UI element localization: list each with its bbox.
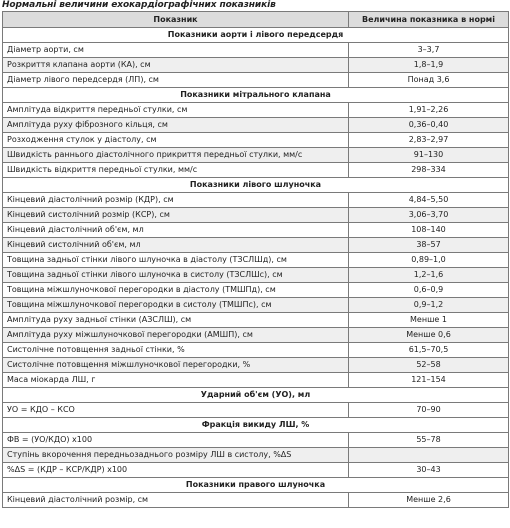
table-body: [3, 28, 509, 508]
indicator-name: Кінцевий діастолічний розмір, см: [3, 493, 349, 508]
indicator-name: УО = КДО – КСО: [3, 403, 349, 418]
table-row: [3, 193, 509, 208]
table-row: [3, 403, 509, 418]
indicator-name: Кінцевий систолічний розмір (КСР), см: [3, 208, 349, 223]
table-row: [3, 373, 509, 388]
table-row: [3, 148, 509, 163]
norm-value: 55–78: [349, 433, 509, 448]
norm-value: Менше 0,6: [349, 328, 509, 343]
norm-value: 0,36–0,40: [349, 118, 509, 133]
indicator-name: Амплітуда руху задньої стінки (АЗСЛШ), см: [3, 313, 349, 328]
header-indicator: Показник: [3, 12, 349, 28]
table-row: [3, 448, 509, 463]
table-row: [3, 343, 509, 358]
section-header-row: [3, 88, 509, 103]
norm-value: 70–90: [349, 403, 509, 418]
norm-value: 3–3,7: [349, 43, 509, 58]
norm-value: 4,84–5,50: [349, 193, 509, 208]
table-row: [3, 208, 509, 223]
indicator-name: Товщина задньої стінки лівого шлуночка в систолу (ТЗСЛШс), см: [3, 268, 349, 283]
indicator-name: Швидкість відкриття передньої стулки, мм/с: [3, 163, 349, 178]
norm-value: 3,06–3,70: [349, 208, 509, 223]
norm-value: Менше 2,6: [349, 493, 509, 508]
norm-value: Понад 3,6: [349, 73, 509, 88]
indicator-name: Кінцевий систолічний об'єм, мл: [3, 238, 349, 253]
indicator-name: Діаметр аорти, см: [3, 43, 349, 58]
norm-value: 38–57: [349, 238, 509, 253]
echo-norms-table: [2, 11, 509, 508]
table-row: [3, 298, 509, 313]
section-header-row: [3, 28, 509, 43]
indicator-name: %ΔS = (КДР – КСР/КДР) х100: [3, 463, 349, 478]
norm-value: [349, 448, 509, 463]
table-row: [3, 358, 509, 373]
table-row: [3, 103, 509, 118]
table-row: [3, 433, 509, 448]
indicator-name: Товщина міжшлуночкової перегородки в діастолу (ТМШПд), см: [3, 283, 349, 298]
indicator-name: Кінцевий діастолічний розмір (КДР), см: [3, 193, 349, 208]
table-header-row: [3, 12, 509, 28]
norm-value: 0,89–1,0: [349, 253, 509, 268]
section-header-row: [3, 388, 509, 403]
table-row: [3, 268, 509, 283]
table-caption: Нормальні величини ехокардіографічних показників: [2, 0, 276, 10]
indicator-name: Амплітуда відкриття передньої стулки, см: [3, 103, 349, 118]
indicator-name: Амплітуда руху фіброзного кільця, см: [3, 118, 349, 133]
indicator-name: Кінцевий діастолічний об'єм, мл: [3, 223, 349, 238]
norm-value: Менше 1: [349, 313, 509, 328]
table-row: [3, 163, 509, 178]
table-row: [3, 58, 509, 73]
section-header-row: [3, 418, 509, 433]
indicator-name: ФВ = (УО/КДО) х100: [3, 433, 349, 448]
table-row: [3, 463, 509, 478]
norm-value: 298–334: [349, 163, 509, 178]
header-norm-value: Величина показника в нормі: [349, 12, 509, 28]
norm-value: 30–43: [349, 463, 509, 478]
norm-value: 121–154: [349, 373, 509, 388]
indicator-name: Ступінь вкорочення передньозаднього розміру ЛШ в систолу, %ΔS: [3, 448, 349, 463]
table-row: [3, 313, 509, 328]
norm-value: 0,6–0,9: [349, 283, 509, 298]
section-title: Фракція викиду ЛШ, %: [3, 418, 509, 433]
table-row: [3, 223, 509, 238]
table-row: [3, 133, 509, 148]
table-row: [3, 253, 509, 268]
table-row: [3, 493, 509, 508]
indicator-name: Швидкість раннього діастолічного прикриття передньої стулки, мм/с: [3, 148, 349, 163]
norm-value: 1,91–2,26: [349, 103, 509, 118]
norm-value: 61,5–70,5: [349, 343, 509, 358]
norm-value: 108–140: [349, 223, 509, 238]
section-header-row: [3, 478, 509, 493]
indicator-name: Діаметр лівого передсердя (ЛП), см: [3, 73, 349, 88]
norm-value: 52–58: [349, 358, 509, 373]
section-title: Показники аорти і лівого передсердя: [3, 28, 509, 43]
norm-value: 1,8–1,9: [349, 58, 509, 73]
indicator-name: Амплітуда руху міжшлуночкової перегородки (АМШП), см: [3, 328, 349, 343]
indicator-name: Розкриття клапана аорти (КА), см: [3, 58, 349, 73]
indicator-name: Систолічне потовщення задньої стінки, %: [3, 343, 349, 358]
section-title: Показники лівого шлуночка: [3, 178, 509, 193]
norm-value: 91–130: [349, 148, 509, 163]
indicator-name: Маса міокарда ЛШ, г: [3, 373, 349, 388]
table-row: [3, 73, 509, 88]
norm-value: 0,9–1,2: [349, 298, 509, 313]
indicator-name: Розходження стулок у діастолу, см: [3, 133, 349, 148]
table-row: [3, 283, 509, 298]
section-title: Показники мітрального клапана: [3, 88, 509, 103]
table-row: [3, 328, 509, 343]
table-row: [3, 238, 509, 253]
norm-value: 1,2–1,6: [349, 268, 509, 283]
section-title: Показники правого шлуночка: [3, 478, 509, 493]
indicator-name: Товщина задньої стінки лівого шлуночка в діастолу (ТЗСЛШд), см: [3, 253, 349, 268]
indicator-name: Систолічне потовщення міжшлуночкової перегородки, %: [3, 358, 349, 373]
indicator-name: Товщина міжшлуночкової перегородки в систолу (ТМШПс), см: [3, 298, 349, 313]
section-header-row: [3, 178, 509, 193]
table-row: [3, 118, 509, 133]
section-title: Ударний об'єм (УО), мл: [3, 388, 509, 403]
norm-value: 2,83–2,97: [349, 133, 509, 148]
table-row: [3, 43, 509, 58]
